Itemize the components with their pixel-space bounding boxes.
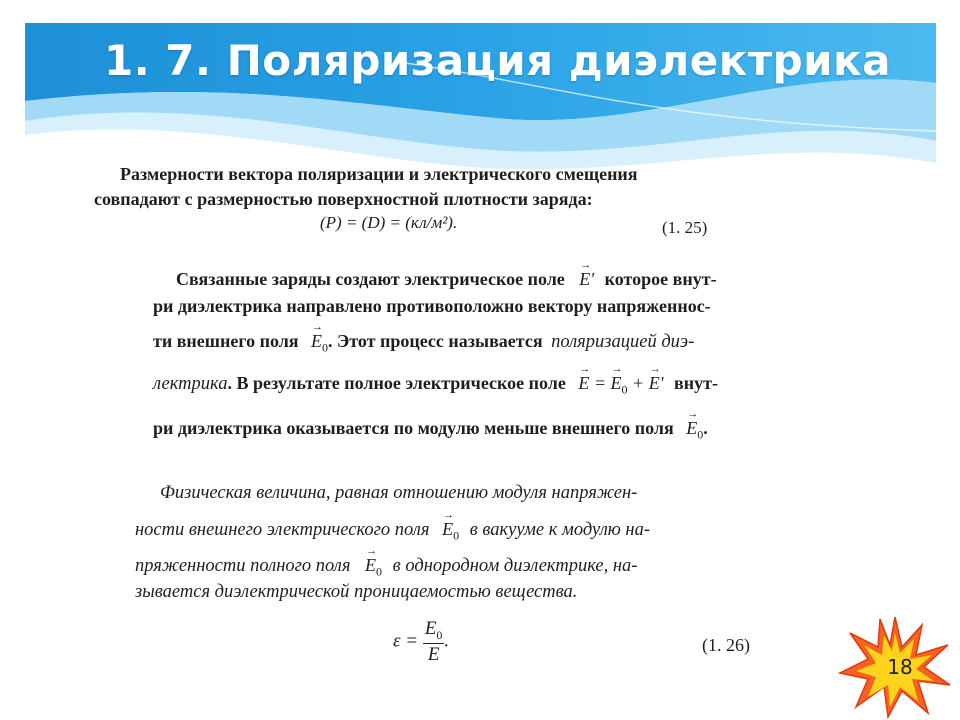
vector-e0: → $E_0$ (611, 373, 628, 398)
text-segment: ри диэлектрика оказывается по модулю меньше внешнего поля (153, 418, 674, 438)
vector-e-prime: → E' (649, 373, 664, 394)
text-segment: . (703, 418, 708, 438)
slide-title: 1. 7. Поляризация диэлектрика (104, 36, 891, 85)
formula-1-25: (P) = (D) = (кл/м²). (320, 213, 458, 232)
text-segment: ности внешнего электрического поля (135, 520, 430, 540)
formula-lhs: ε = (393, 630, 419, 652)
text-line (153, 373, 718, 398)
text-line: Размерности вектора поляризации и электрического смещения (120, 164, 638, 184)
text-line (135, 555, 637, 580)
vector-e0: → $E_0$ (365, 555, 382, 580)
text-line (153, 331, 694, 356)
text-segment: в однородном диэлектрике, на- (392, 556, 638, 576)
fraction (423, 618, 445, 666)
text-segment: . Этот процесс называется (328, 331, 543, 351)
formula-1-26 (393, 618, 449, 666)
equals-sign: = (589, 373, 611, 393)
vector-e0: → $E_0$ (442, 519, 459, 544)
text-segment: пряженности полного поля (135, 556, 351, 576)
slide-number: 18 (887, 655, 913, 679)
text-segment: ти внешнего поля (153, 331, 299, 351)
period: . (444, 630, 450, 652)
text-line (176, 269, 717, 290)
text-line (135, 519, 650, 544)
text-segment: в вакууме к модулю на- (469, 520, 651, 540)
term-polarization: поляризацией диэ- (551, 332, 695, 352)
fraction-numerator: $E_0$ (424, 618, 443, 642)
text-line (153, 418, 708, 443)
text-line: ри диэлектрика направлено противоположно вектору напряженнос- (153, 296, 711, 316)
vector-e0: → $E_0$ (311, 331, 328, 356)
term-polarization-end: лектрика (153, 374, 228, 394)
text-line: совпадают с размерностью поверхностной плотности заряда: (94, 189, 593, 209)
plus-sign: + (627, 373, 649, 393)
fraction-denominator: E (427, 643, 440, 665)
vector-e-prime: → E' (579, 269, 594, 290)
equation-number: (1. 25) (662, 218, 708, 237)
text-segment: внут- (674, 373, 718, 393)
equation-number: (1. 26) (702, 635, 750, 655)
text-line: зывается диэлектрической проницаемостью вещества. (135, 582, 578, 602)
vector-e0: → $E_0$ (686, 418, 703, 443)
text-segment: которое внут- (604, 269, 717, 289)
vector-e-total: → E (578, 373, 589, 394)
text-segment: . В результате полное электрическое поле (227, 373, 566, 393)
text-line: Физическая величина, равная отношению модуля напряжен- (160, 483, 638, 503)
text-segment: Связанные заряды создают электрическое поле (176, 269, 565, 289)
